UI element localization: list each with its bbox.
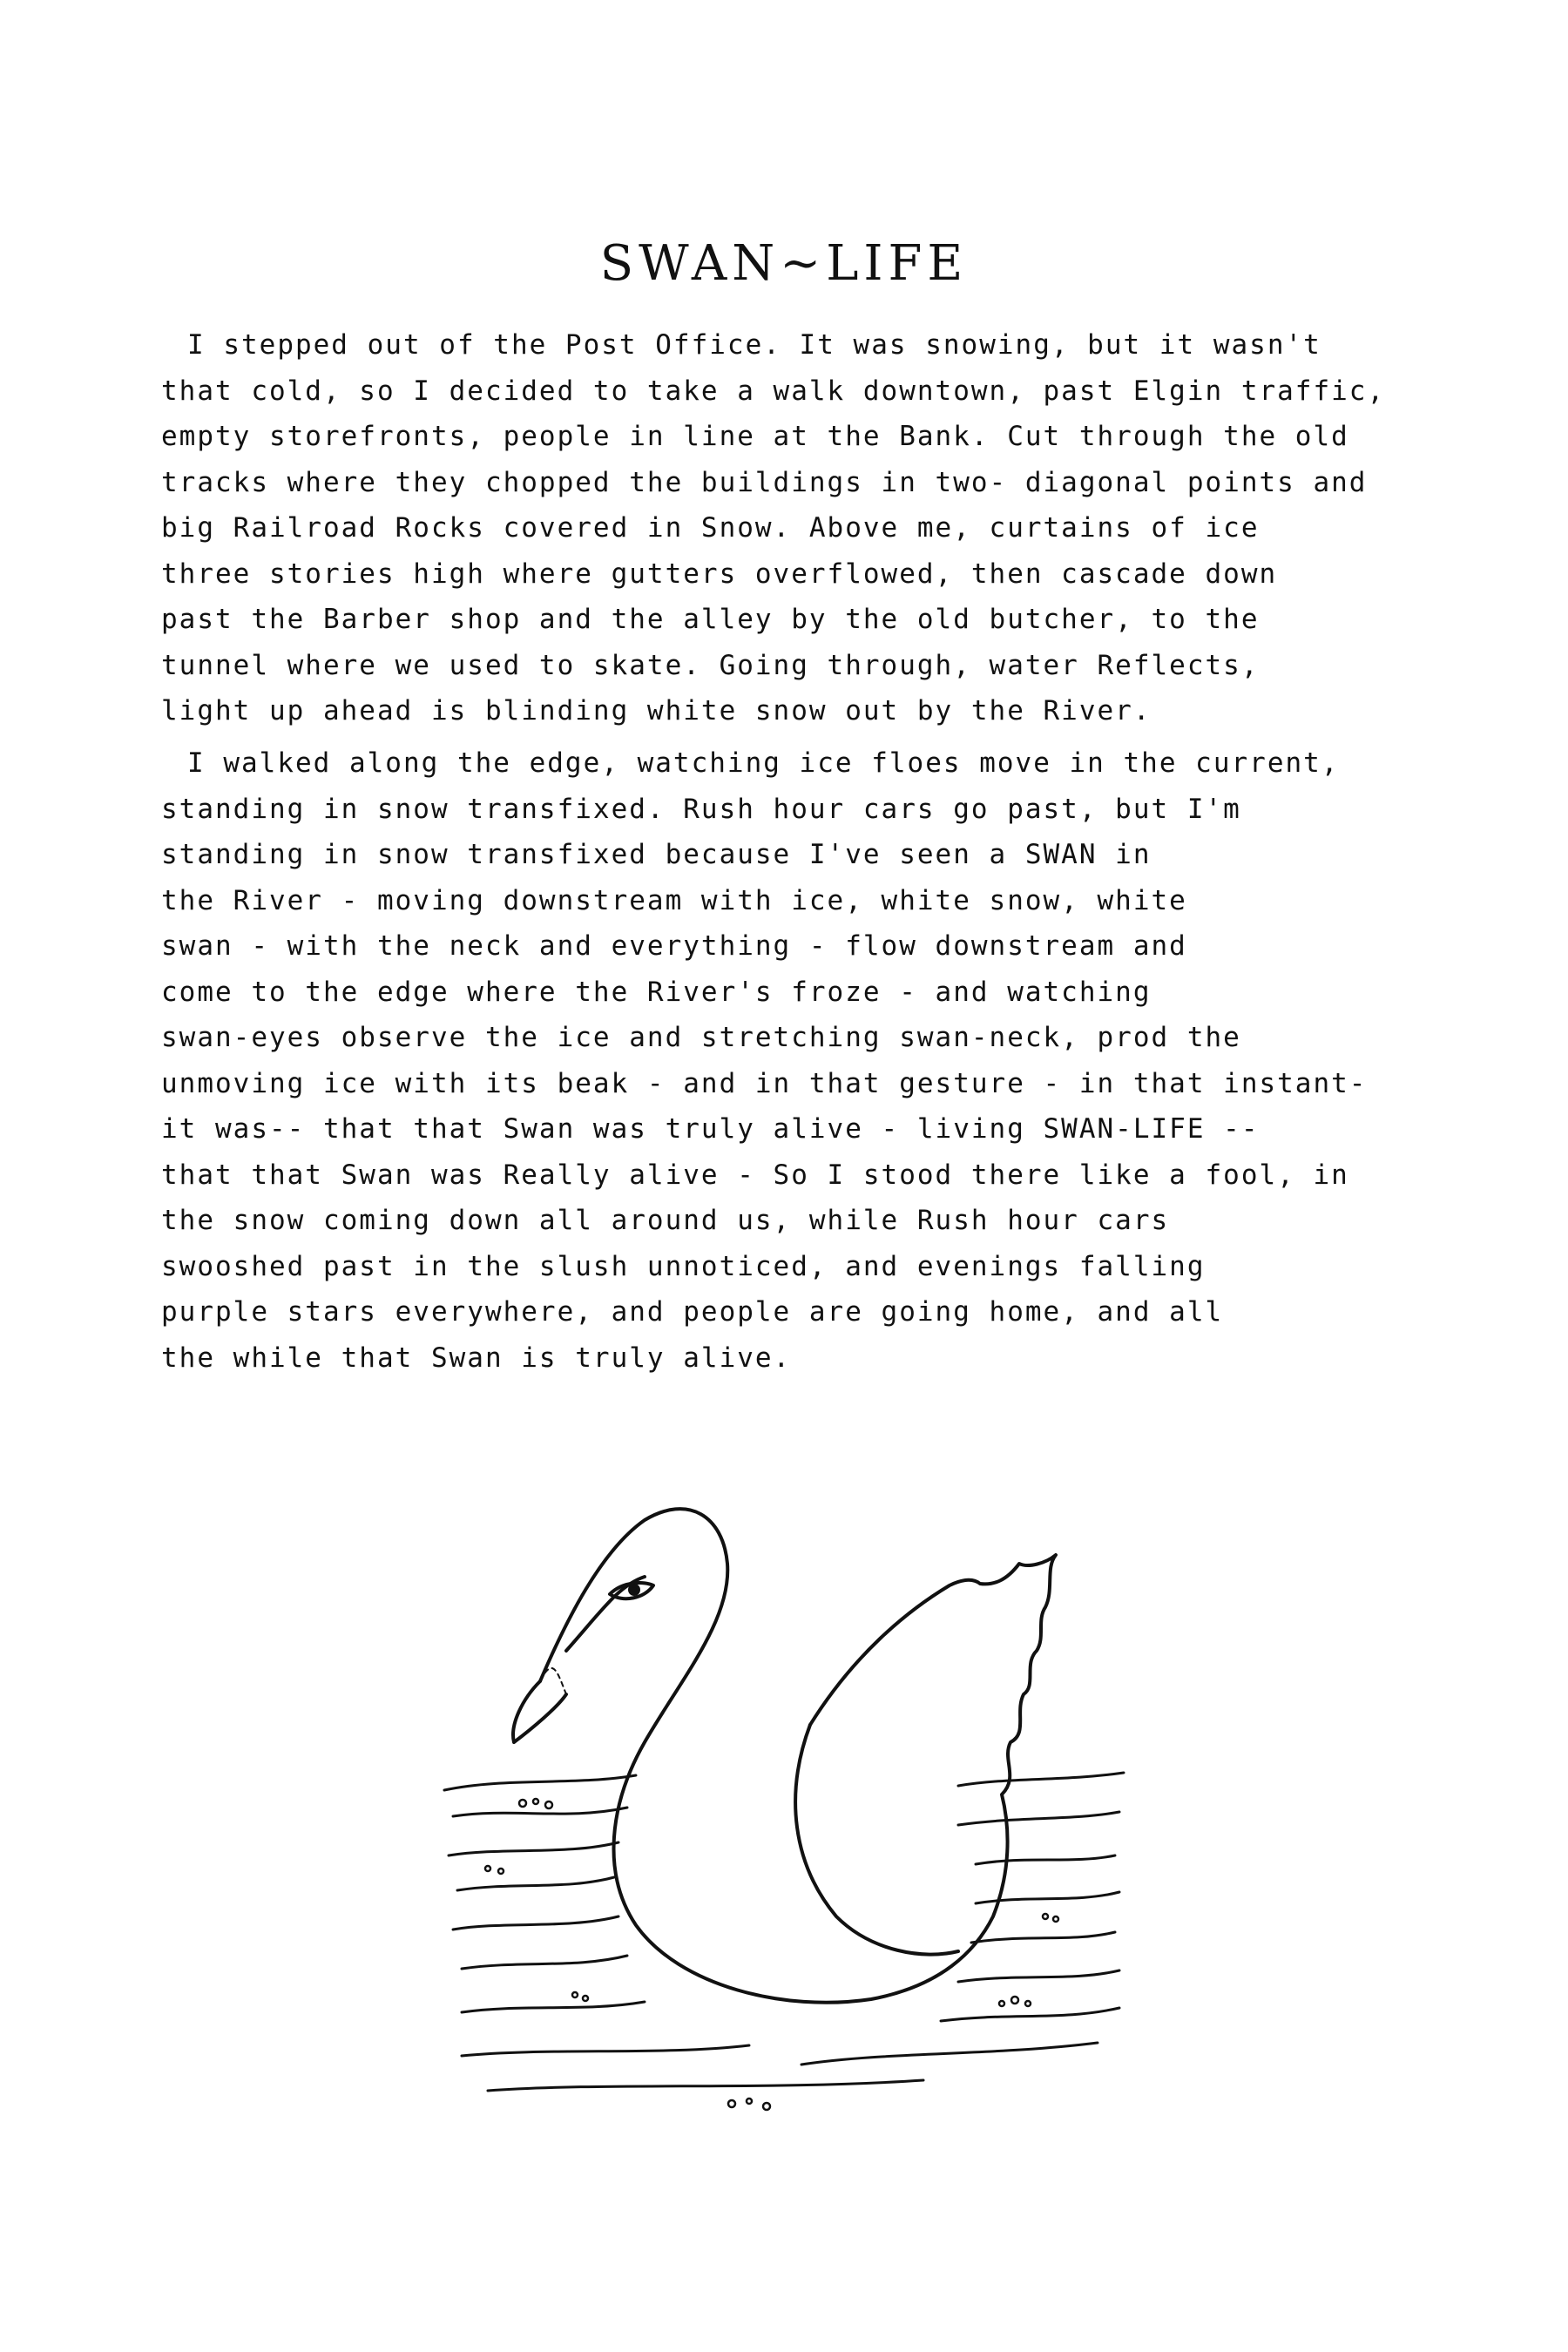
text-line: swan - with the neck and everything - flow downstream and xyxy=(161,930,1187,962)
text-line: I stepped out of the Post Office. It was snowing, but it wasn't xyxy=(187,329,1321,361)
text-line: the River - moving downstream with ice, white snow, white xyxy=(161,884,1187,916)
text-line: three stories high where gutters overflowed, then cascade down xyxy=(161,558,1278,590)
paragraph-1 xyxy=(161,322,1398,734)
water-line xyxy=(976,1855,1115,1864)
water-line xyxy=(449,1842,618,1855)
text-line: come to the edge where the River's froze - and watching xyxy=(161,976,1152,1008)
text-line: it was-- that that Swan was truly alive - living SWAN-LIFE -- xyxy=(161,1113,1260,1145)
water-line xyxy=(453,1808,627,1816)
text-line: the while that Swan is truly alive. xyxy=(161,1342,792,1374)
water-line xyxy=(488,2080,923,2091)
water-line xyxy=(801,2043,1098,2065)
text-line: past the Barber shop and the alley by the old butcher, to the xyxy=(161,604,1260,635)
text-line: that that Swan was Really alive - So I stood there like a fool, in xyxy=(161,1159,1349,1191)
page-title: SWAN~LIFE xyxy=(599,235,969,292)
paragraph-2 xyxy=(161,740,1398,1381)
text-line: swooshed past in the slush unnoticed, and evenings falling xyxy=(161,1250,1206,1282)
swan-illustration xyxy=(436,1481,1132,2143)
water-bubbles xyxy=(485,1799,1058,2110)
text-line: big Railroad Rocks covered in Snow. Above me, curtains of ice xyxy=(161,512,1260,544)
water-line xyxy=(444,1775,636,1790)
water-lines xyxy=(444,1773,1124,2091)
water-line xyxy=(958,1812,1119,1825)
swan-outline xyxy=(540,1509,1056,2003)
text-line: swan-eyes observe the ice and stretching swan-neck, prod the xyxy=(161,1022,1241,1053)
text-line: empty storefronts, people in line at the Bank. Cut through the old xyxy=(161,421,1349,452)
swan-wing-line xyxy=(795,1725,958,1955)
text-line: tunnel where we used to skate. Going through, water Reflects, xyxy=(161,649,1260,681)
text-line: standing in snow transfixed. Rush hour cars go past, but I'm xyxy=(161,793,1241,825)
water-line xyxy=(462,2045,749,2056)
water-line xyxy=(941,2008,1119,2021)
text-line: standing in snow transfixed because I've seen a SWAN in xyxy=(161,839,1152,870)
water-line xyxy=(457,1877,614,1890)
water-line xyxy=(971,1932,1115,1943)
text-line: purple stars everywhere, and people are going home, and all xyxy=(161,1296,1224,1328)
swan-eye xyxy=(610,1583,653,1598)
swan-body xyxy=(540,1509,1056,2003)
water-line xyxy=(462,2002,645,2012)
water-line xyxy=(453,1916,618,1930)
text-line: that cold, so I decided to take a walk downtown, past Elgin traffic, xyxy=(161,375,1386,407)
water-line xyxy=(958,1773,1124,1786)
water-line xyxy=(958,1970,1119,1982)
water-line xyxy=(462,1956,627,1969)
text-line: the snow coming down all around us, while Rush hour cars xyxy=(161,1205,1170,1236)
text-line: unmoving ice with its beak - and in that gesture - in that instant- xyxy=(161,1067,1368,1099)
text-line: light up ahead is blinding white snow out by the River. xyxy=(161,695,1152,727)
text-line: I walked along the edge, watching ice floes move in the current, xyxy=(187,747,1340,779)
text-line: tracks where they chopped the buildings in two- diagonal points and xyxy=(161,466,1368,498)
